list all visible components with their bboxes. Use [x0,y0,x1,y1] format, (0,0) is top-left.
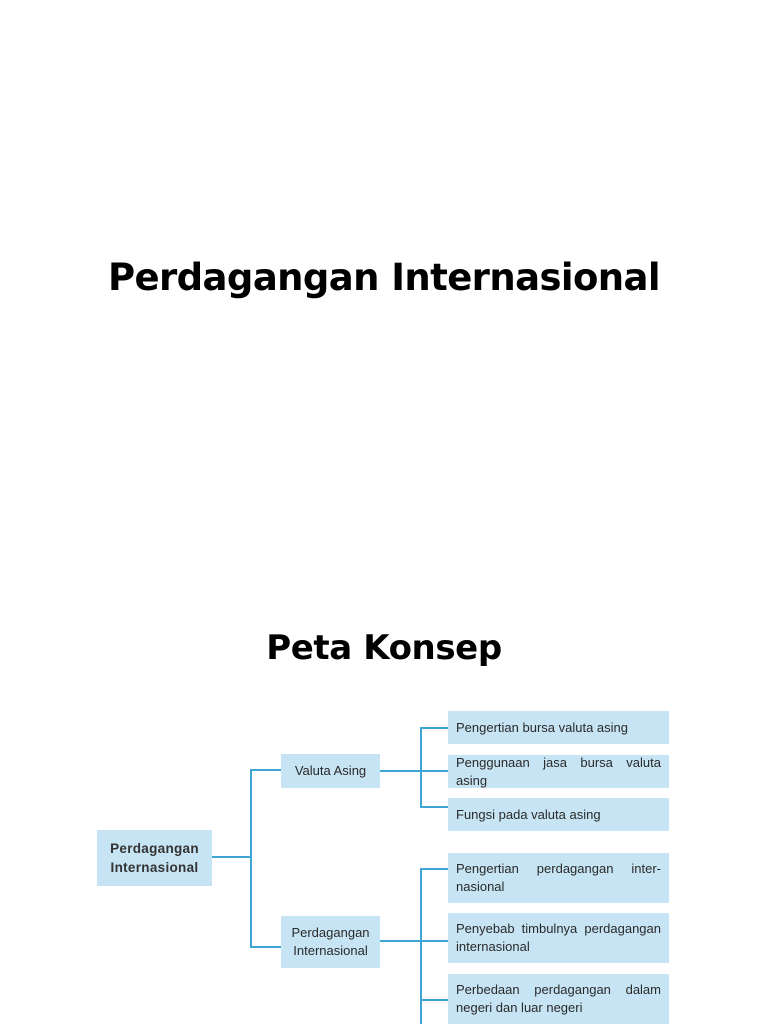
connector [420,727,448,729]
branch-node-valuta-asing [281,754,380,788]
connector [250,769,282,771]
connector [420,940,448,942]
root-node [97,830,212,886]
connector [250,769,252,947]
connector [420,770,448,772]
connector [380,770,421,772]
connector [420,868,448,870]
leaf-node: Fungsi pada valuta asing [448,798,669,831]
root-node-line2: Internasional [110,860,199,875]
connector [420,999,448,1001]
connector [380,940,421,942]
leaf-node: Penyebab timbulnya perdagangan internasional [448,913,669,963]
connector [420,806,448,808]
root-node-line1: Perdagangan [110,841,199,856]
slide-title-peta-konsep: Peta Konsep [266,628,502,668]
connector [250,946,282,948]
slide-title-perdagangan-internasional: Perdagangan Internasional [108,256,660,299]
leaf-node: Penggunaan jasa bursa valuta asing [448,755,669,788]
connector [212,856,252,858]
branch-node-perdagangan-internasional: Perdagangan Internasional [281,916,380,968]
leaf-node: Pengertian bursa valuta asing [448,711,669,744]
leaf-node: Pengertian perdagangan inter- nasional [448,853,669,903]
leaf-node: Perbedaan perdagangan dalam negeri dan luar negeri [448,974,669,1024]
connector [420,727,422,808]
branch-node-label: Valuta Asing [294,763,367,778]
